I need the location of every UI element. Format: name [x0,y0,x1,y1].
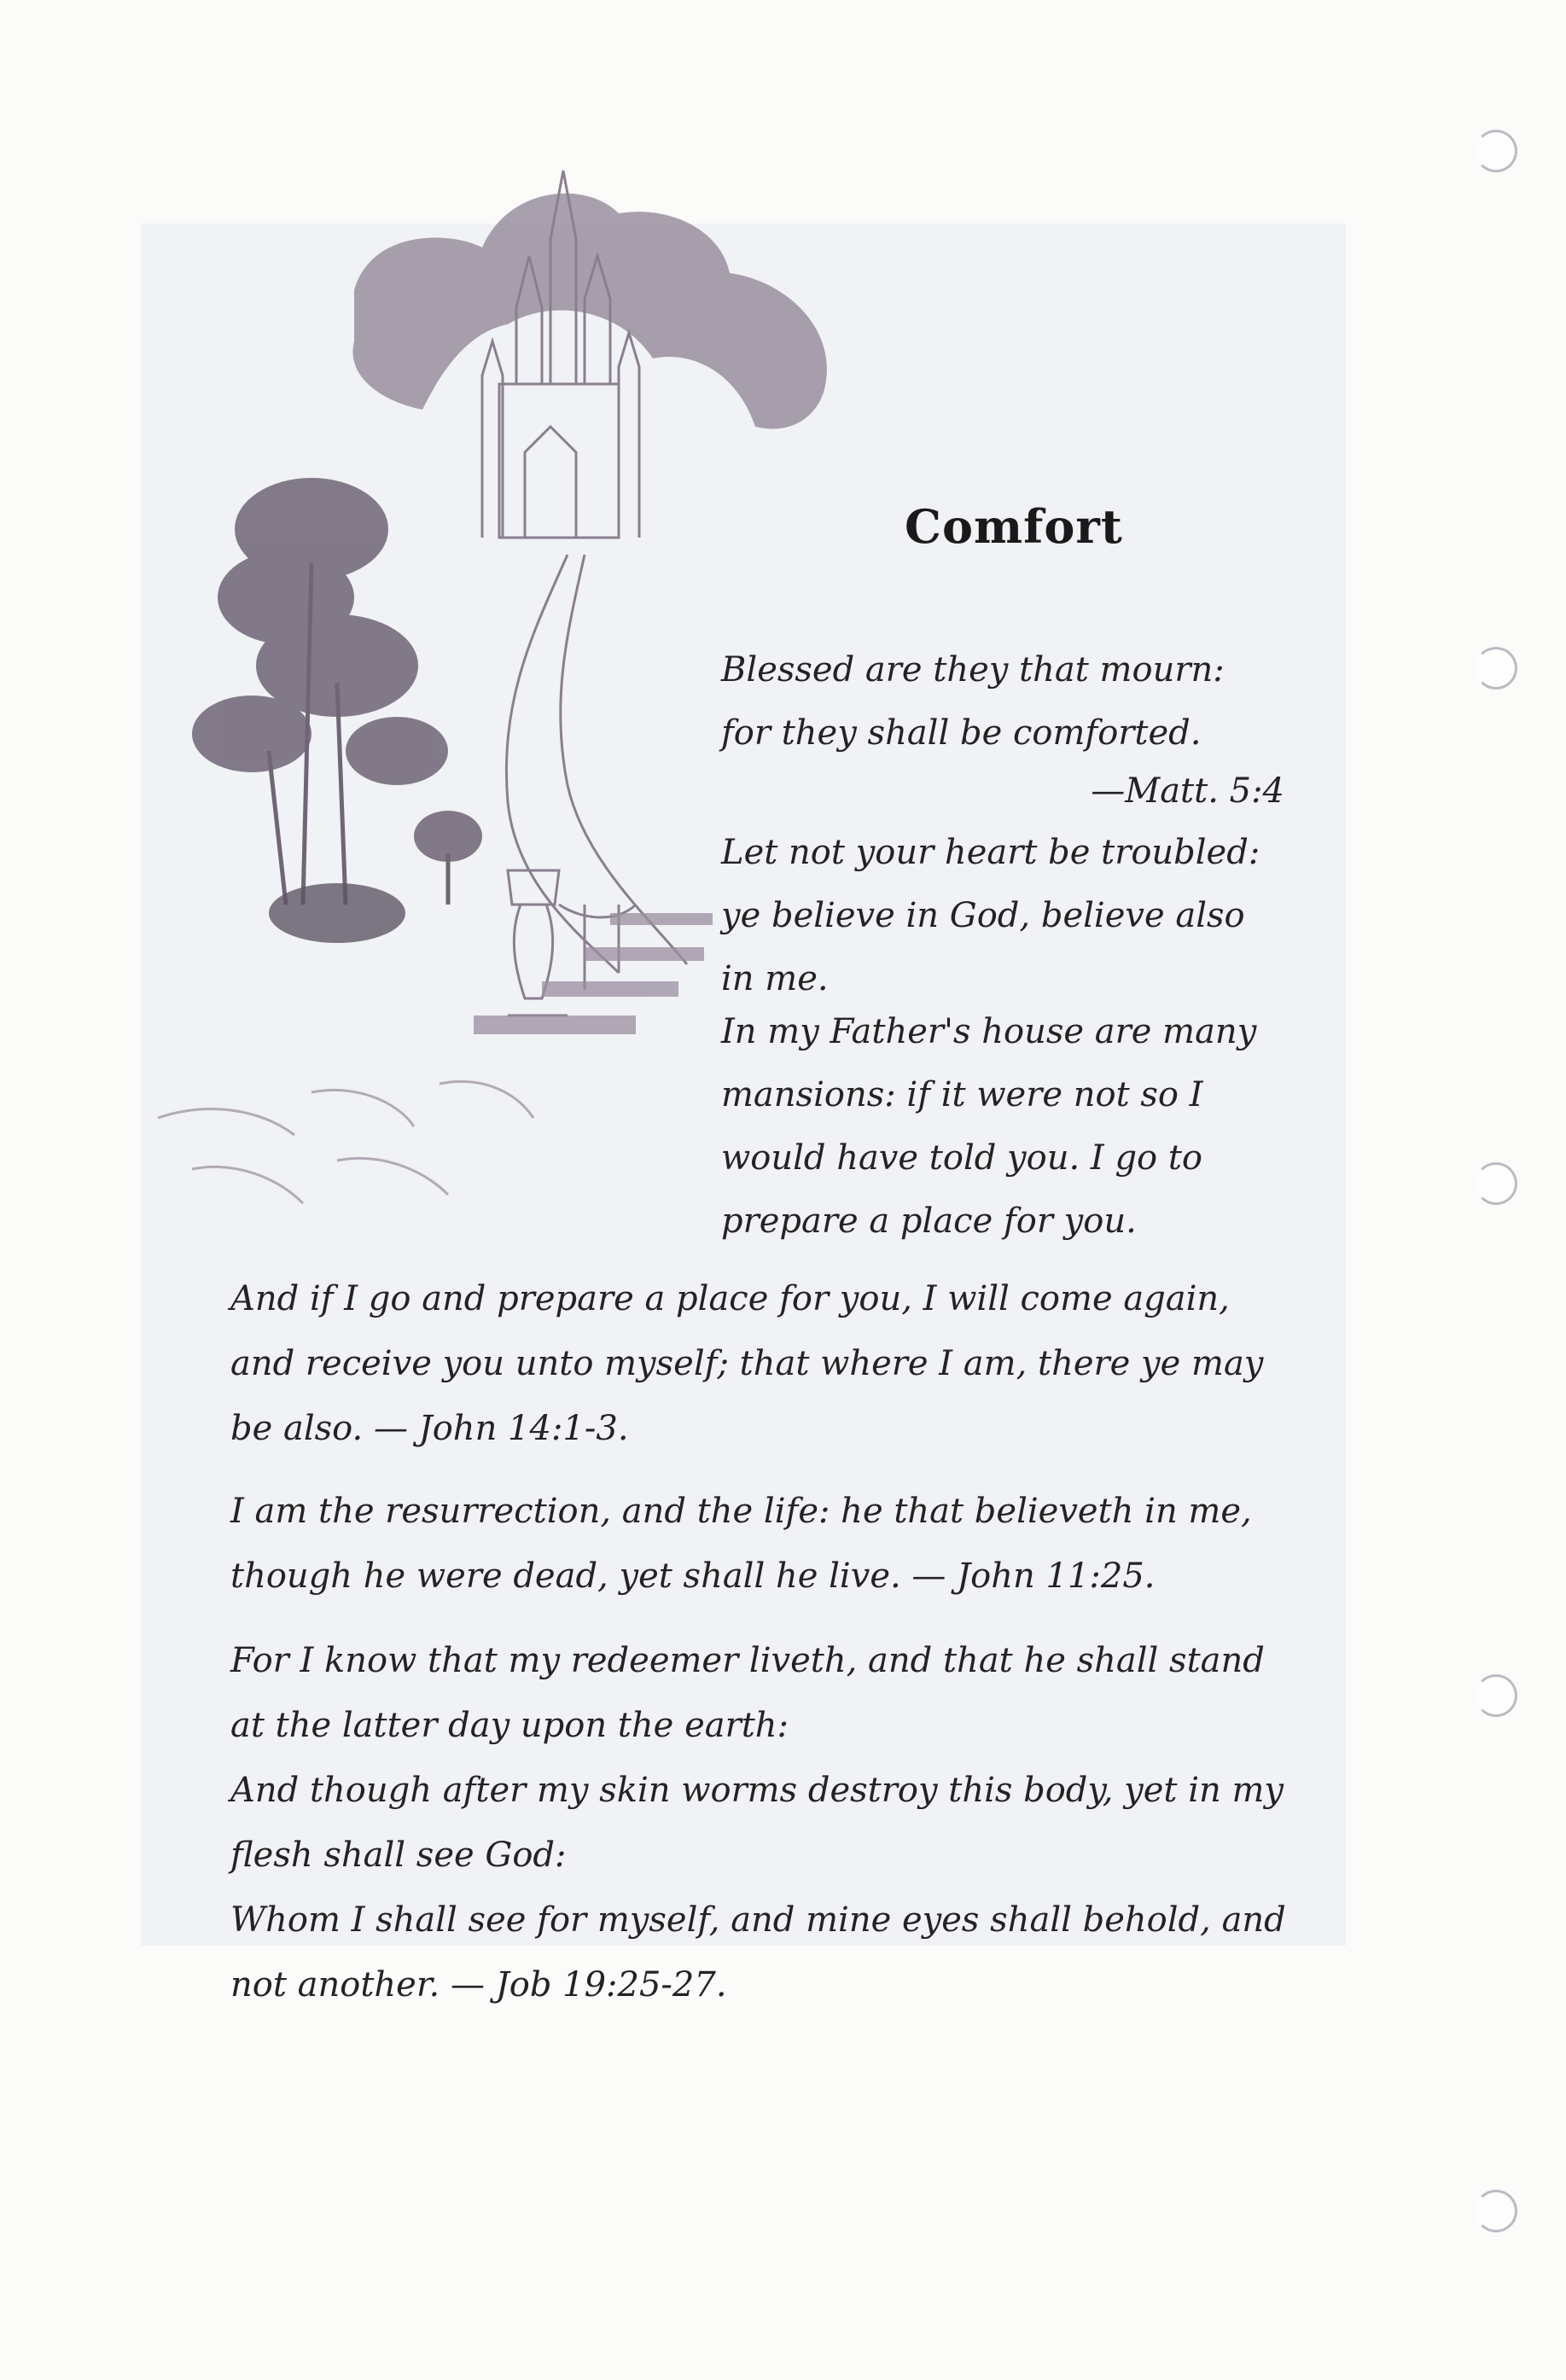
binder-hole [1475,2190,1517,2232]
verse-job-19-26: And though after my skin worms destroy this body, yet in my flesh shall see God: [230,1771,1284,1875]
verse-reference: —Matt. 5:4 [1091,771,1284,811]
verse-john-14-1: Let not your heart be troubled: ye believe in God, believe also in me. [721,833,1260,998]
binder-hole [1475,1674,1517,1717]
page-title: Comfort [905,499,1123,554]
verse-john-14-2: In my Father's house are many mansions: if it were not so I would have told you. I go to prepare a place for you. [721,1012,1257,1241]
binder-hole [1475,130,1517,172]
verse-john-11: I am the resurrection, and the life: he that believeth in me, though he were dead, yet shall he live. — John 11:25. [230,1492,1252,1596]
verse-matthew: Blessed are they that mourn: for they shall be comforted. [721,650,1225,753]
binder-hole [1475,1162,1517,1205]
binder-hole [1475,647,1517,690]
verse-job-19-27: Whom I shall see for myself, and mine eyes shall behold, and not another. — Job 19:25-27. [230,1900,1286,2005]
verse-job-19-25: For I know that my redeemer liveth, and that he shall stand at the latter day upon the earth: [230,1641,1265,1745]
verse-john-14-3: And if I go and prepare a place for you, I will come again, and receive you unto myself; that where I am, there ye may be also. — John 14:1-3. [230,1279,1264,1448]
